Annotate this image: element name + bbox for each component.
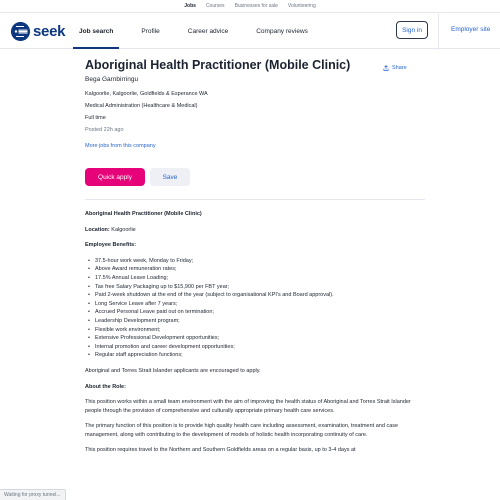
company-name[interactable]: Bega Garnbirringu (85, 76, 139, 83)
nav-profile[interactable]: Profile (141, 27, 160, 35)
about-paragraph-2: The primary function of this position is to provide high quality health care including assessment, examination, treatment and case management, along with contributing to the development of models of holistic health incorporating continuity of care. (85, 423, 399, 438)
top-link-jobs[interactable]: Jobs (184, 3, 196, 9)
top-link-businesses[interactable]: Businesses for sale (234, 3, 278, 9)
benefit-item: • 17.5% Annual Leave Loading; (95, 274, 425, 283)
top-link-courses[interactable]: Courses (205, 3, 225, 9)
quick-apply-button[interactable]: Quick apply (85, 168, 145, 186)
benefit-item: • Above Award remuneration rates; (95, 265, 425, 274)
about-paragraph-1: This position works within a small team environment with the aim of improving the health status of Aboriginal and Torres Strait Islander people through the provision of comprehensive and culturally appropriate primary health care services. (85, 399, 411, 414)
about-paragraph-3: This position requires travel to the Northern and Southern Goldfields areas on a regular basis, up to 3-4 days at (85, 447, 356, 454)
apply-actions (85, 168, 190, 186)
description-heading: Aboriginal Health Practitioner (Mobile Clinic) (85, 211, 202, 217)
benefit-item: • Internal promotion and career development opportunities; (95, 343, 425, 352)
location-value: Kalgoorlie (109, 226, 136, 233)
share-label: Share (392, 65, 407, 71)
nav-career-advice[interactable]: Career advice (187, 27, 229, 35)
benefit-item: • Extensive Professional Development opportunities; (95, 334, 425, 343)
benefits-list (85, 257, 425, 360)
share-button[interactable] (383, 65, 407, 71)
seek-logo-text: seek (33, 23, 66, 40)
benefit-item: • Flexible work environment; (95, 326, 425, 335)
top-link-volunteering[interactable]: Volunteering (287, 3, 316, 9)
seek-logo[interactable] (11, 22, 65, 41)
section-divider (85, 199, 425, 200)
main-nav (79, 13, 336, 49)
more-jobs-link[interactable]: More jobs from this company (85, 143, 156, 149)
benefit-item: • Long Service Leave after 7 years; (95, 300, 425, 309)
job-header (85, 58, 425, 149)
sign-in-button[interactable]: Sign in (396, 21, 428, 39)
header-divider (438, 14, 439, 50)
about-heading: About the Role: (85, 383, 126, 390)
browser-status-bar: Waiting for proxy tunnel... (0, 489, 66, 500)
benefit-item: • Accrued Personal Leave paid out on termination; (95, 308, 425, 317)
top-links-bar (0, 0, 500, 13)
nav-job-search[interactable]: Job search (79, 13, 113, 49)
encourage-text: Aboriginal and Torres Strait Islander applicants are encouraged to apply. (85, 367, 261, 374)
share-icon (383, 65, 389, 71)
employer-site-link[interactable]: Employer site (451, 26, 491, 33)
benefit-item: • 37.5-hour work week, Monday to Friday; (95, 257, 425, 266)
save-button[interactable]: Save (150, 168, 190, 186)
job-title: Aboriginal Health Practitioner (Mobile Clinic) (85, 58, 351, 72)
posted-date: Posted 22h ago (85, 127, 124, 133)
benefit-item: • Paid 2-week shutdown at the end of the year (subject to organisational KPI's and Board approval). (95, 291, 425, 300)
benefits-heading: Employee Benefits: (85, 242, 137, 249)
seek-logo-icon (11, 22, 30, 41)
benefit-item: • Tax free Salary Packaging up to $15,900 per FBT year; (95, 283, 425, 292)
location-label: Location: (85, 226, 110, 233)
job-meta (85, 88, 425, 124)
job-description (85, 210, 425, 462)
nav-company-reviews[interactable]: Company reviews (256, 27, 308, 35)
benefit-item: • Leadership Development program; (95, 317, 425, 326)
benefit-item: • Regular staff appreciation functions; (95, 351, 425, 360)
job-work-type: Full time (85, 115, 106, 121)
job-category: Medical Administration (Healthcare & Medical) (85, 103, 198, 109)
job-location: Kalgoorlie, Kalgoorlie, Goldfields & Esperance WA (85, 91, 208, 97)
